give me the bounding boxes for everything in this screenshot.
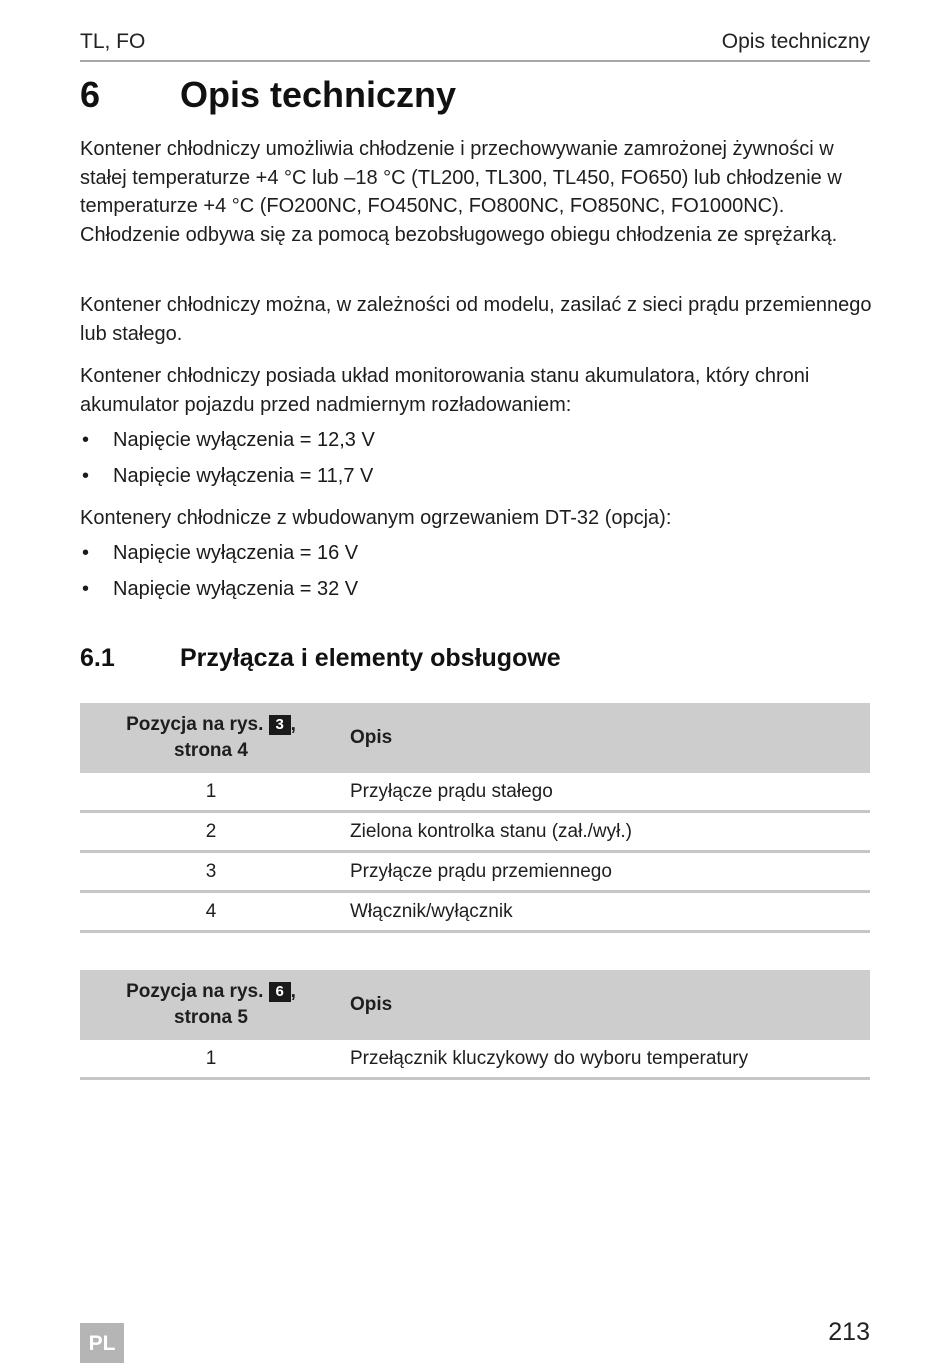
list-item: • Napięcie wyłączenia = 11,7 V — [80, 462, 870, 498]
section-number: 6 — [80, 74, 101, 115]
subsection-number: 6.1 — [80, 644, 115, 672]
paragraph-power: Kontener chłodniczy można, w zależności od modelu, zasilać z sieci prądu przemiennego lub stałego. — [80, 294, 872, 345]
row-description: Przełącznik kluczykowy do wyboru temperatury — [342, 1040, 870, 1079]
table-row — [80, 812, 870, 852]
bullet-icon: • — [82, 578, 90, 600]
column-header-description: Opis — [342, 703, 870, 773]
paragraph-battery: Kontener chłodniczy posiada układ monitorowania stanu akumulatora, który chroni akumulator pojazdu przed nadmiernym rozładowaniem: — [80, 365, 810, 416]
column-header-description: Opis — [342, 970, 870, 1040]
row-position: 3 — [80, 852, 342, 892]
figure-reference: 6 — [269, 982, 291, 1002]
list-item: • Napięcie wyłączenia = 32 V — [80, 575, 870, 611]
connections-table — [80, 703, 870, 933]
paragraph-heating: Kontenery chłodnicze z wbudowanym ogrzewaniem DT-32 (opcja): — [80, 507, 672, 529]
row-position: 2 — [80, 812, 342, 852]
row-description: Przyłącze prądu stałego — [342, 773, 870, 812]
section-title: Opis techniczny — [180, 74, 457, 115]
table-row — [80, 852, 870, 892]
table-header-row — [80, 970, 870, 1040]
table-row — [80, 892, 870, 932]
paragraph-intro: Kontener chłodniczy umożliwia chłodzenie i przechowywanie zamrożonej żywności w stałej temperaturze +4 °C lub –18 °C (TL200, TL300, TL450, FO650) lub chłodzenie w temperaturze +4 °C (FO200NC, FO450NC, FO800NC, FO850NC, FO1000NC). Chłodzenie odbywa się za pomocą bezobsługowego obiegu chłodzenia ze sprężarką. — [80, 138, 842, 246]
header-product: TL, FO — [80, 30, 146, 53]
row-description: Włącznik/wyłącznik — [342, 892, 870, 932]
list-item: • Napięcie wyłączenia = 12,3 V — [80, 426, 870, 462]
subsection-title: Przyłącza i elementy obsługowe — [180, 644, 561, 672]
row-description: Przyłącze prądu przemiennego — [342, 852, 870, 892]
row-position: 4 — [80, 892, 342, 932]
table-header-row — [80, 703, 870, 773]
figure-reference: 3 — [269, 715, 291, 735]
page-header — [80, 30, 870, 62]
column-header-position: Pozycja na rys. 6 , strona 5 — [80, 970, 342, 1040]
column-header-position: Pozycja na rys. 3 , strona 4 — [80, 703, 342, 773]
row-description: Zielona kontrolka stanu (zał./wył.) — [342, 812, 870, 852]
header-chapter: Opis techniczny — [721, 30, 870, 53]
page-number: 213 — [828, 1318, 870, 1346]
key-switch-table — [80, 970, 870, 1080]
list-item: • Napięcie wyłączenia = 16 V — [80, 539, 870, 575]
bullet-icon: • — [82, 542, 90, 564]
table-row — [80, 773, 870, 812]
heating-voltage-list — [80, 539, 870, 611]
battery-voltage-list — [80, 426, 870, 498]
row-position: 1 — [80, 1040, 342, 1079]
language-badge: PL — [80, 1323, 124, 1363]
bullet-icon: • — [82, 429, 90, 451]
row-position: 1 — [80, 773, 342, 812]
table-row — [80, 1040, 870, 1079]
bullet-icon: • — [82, 465, 90, 487]
